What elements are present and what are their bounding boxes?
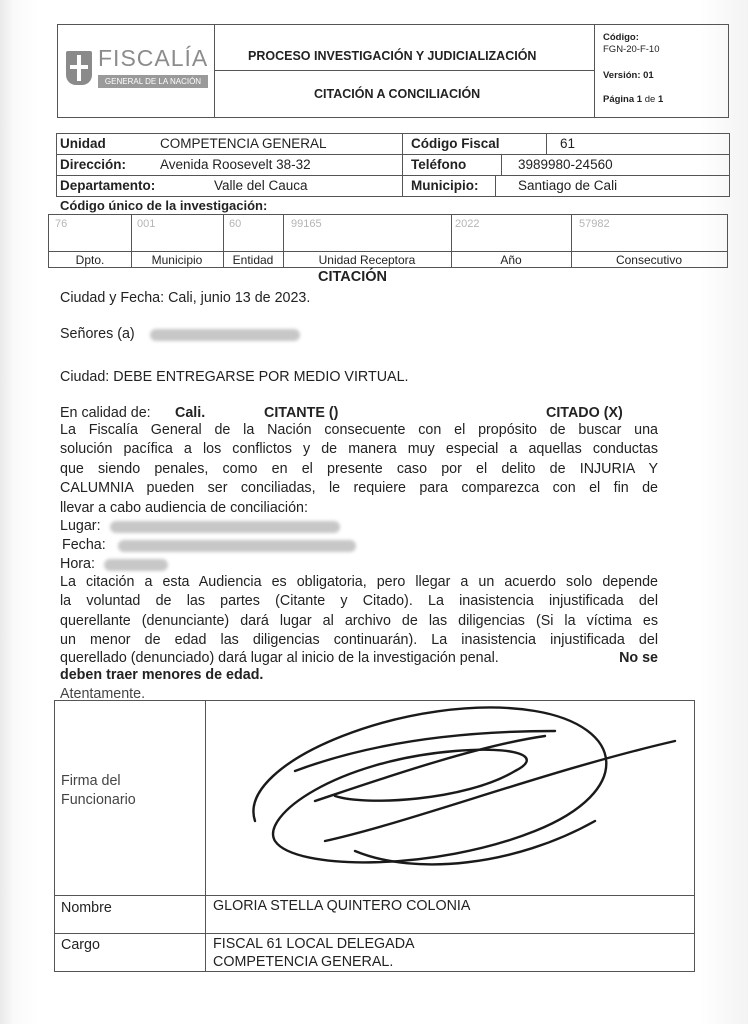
- paragraph-2: La citación a esta Audiencia es obligatoria, pero llegar a un acuerdo solo depende la voluntad de las partes (Citante y Citado). La inasistencia injustificada del querellante (denunciante) dará lugar al archivo de las diligencias (Si la víctima es un menor de edad las diligencias continuarán). La inasistencia injustificada del: [60, 574, 658, 649]
- document-header: FISCALÍA GENERAL DE LA NACIÓN PROCESO INVESTIGACIÓN Y JUDICIALIZACIÓN CITACIÓN A CONCILIACIÓN Código: FGN-20-F-10 Versión: 01 Página 1 de 1: [57, 24, 729, 118]
- header-entidad: Entidad: [232, 253, 274, 267]
- telefono-value: 3989980-24560: [518, 157, 613, 172]
- citado-option: CITADO (X): [546, 405, 623, 421]
- cargo-value-1: FISCAL 61 LOCAL DELEGADA: [213, 936, 415, 952]
- unidad-value: COMPETENCIA GENERAL: [160, 136, 327, 151]
- telefono-label: Teléfono: [411, 157, 467, 172]
- header-unidad-receptora: Unidad Receptora: [318, 253, 416, 267]
- paragraph-2-last: querellado (denunciado) dará lugar al inicio de la investigación penal. No se: [60, 650, 658, 666]
- version: Versión: 01: [603, 70, 654, 81]
- fecha-label: Fecha:: [62, 537, 106, 553]
- citante-option: CITANTE (): [264, 405, 339, 421]
- codigo-fiscal-label: Código Fiscal: [411, 136, 500, 151]
- handwritten-signature: [215, 701, 685, 895]
- paragraph-1-last: llevar a cabo audiencia de conciliación:: [60, 500, 308, 516]
- no-menores-warning: deben traer menores de edad.: [60, 667, 264, 683]
- ciudad-line: Ciudad: DEBE ENTREGARSE POR MEDIO VIRTUAL.: [60, 369, 409, 385]
- departamento-value: Valle del Cauca: [214, 178, 308, 193]
- code-label: Código:: [603, 32, 639, 43]
- lugar-label: Lugar:: [60, 518, 101, 534]
- unidad-label: Unidad: [60, 136, 106, 151]
- codigo-fiscal-value: 61: [560, 136, 576, 151]
- code-ano: 2022: [455, 218, 480, 230]
- paragraph-1: La Fiscalía General de la Nación consecuente con el propósito de buscar una solución pacífica a los conflictos y de manera muy especial a aquellas conductas que siendo penales, como en el presente caso por el delito de INJURIA Y CALUMNIA pueden ser conciliadas, le requiere para comparezca con el fin de: [60, 422, 658, 497]
- departamento-label: Departamento:: [60, 178, 156, 193]
- nombre-value: GLORIA STELLA QUINTERO COLONIA: [213, 898, 471, 914]
- firma-label-1: Firma del: [61, 773, 121, 789]
- codigo-unico-table: [48, 214, 728, 268]
- code-consecutivo: 57982: [579, 218, 610, 230]
- shield-icon: [66, 51, 92, 85]
- cargo-label: Cargo: [61, 937, 100, 953]
- atentamente: Atentamente.: [60, 686, 146, 702]
- calidad-city: Cali.: [175, 405, 206, 421]
- redacted-fecha: [118, 540, 356, 552]
- header-municipio: Municipio: [151, 253, 203, 267]
- unit-info-table: [56, 133, 730, 197]
- citacion-title: CITACIÓN: [318, 269, 388, 285]
- code-municipio: 001: [137, 218, 156, 230]
- direccion-label: Dirección:: [60, 157, 127, 172]
- senores: Señores (a): [60, 326, 135, 342]
- redacted-lugar: [110, 521, 340, 533]
- header-ano: Año: [500, 253, 522, 267]
- firma-label-2: Funcionario: [61, 792, 136, 808]
- code-entidad: 60: [229, 218, 242, 230]
- header-consecutivo: Consecutivo: [615, 253, 683, 267]
- codigo-unico-title: Código único de la investigación:: [60, 198, 268, 213]
- process-title: PROCESO INVESTIGACIÓN Y JUDICIALIZACIÓN: [248, 49, 537, 63]
- municipio-value: Santiago de Cali: [518, 178, 618, 193]
- municipio-label: Municipio:: [411, 178, 479, 193]
- calidad-label: En calidad de:: [60, 405, 151, 421]
- code-unidad: 99165: [291, 218, 322, 230]
- redacted-hora: [104, 559, 168, 571]
- ciudad-fecha: Ciudad y Fecha: Cali, junio 13 de 2023.: [60, 290, 311, 306]
- code-value: FGN-20-F-10: [603, 44, 660, 55]
- redacted-name: [150, 329, 300, 341]
- code-dpto: 76: [55, 218, 68, 230]
- nombre-label: Nombre: [61, 900, 112, 916]
- signature-table: [54, 700, 695, 972]
- page-number: Página 1 de 1: [603, 94, 664, 105]
- direccion-value: Avenida Roosevelt 38-32: [160, 157, 311, 172]
- hora-label: Hora:: [60, 556, 95, 572]
- cargo-value-2: COMPETENCIA GENERAL.: [213, 954, 394, 970]
- document-title: CITACIÓN A CONCILIACIÓN: [314, 87, 481, 101]
- header-dpto: Dpto.: [75, 253, 105, 267]
